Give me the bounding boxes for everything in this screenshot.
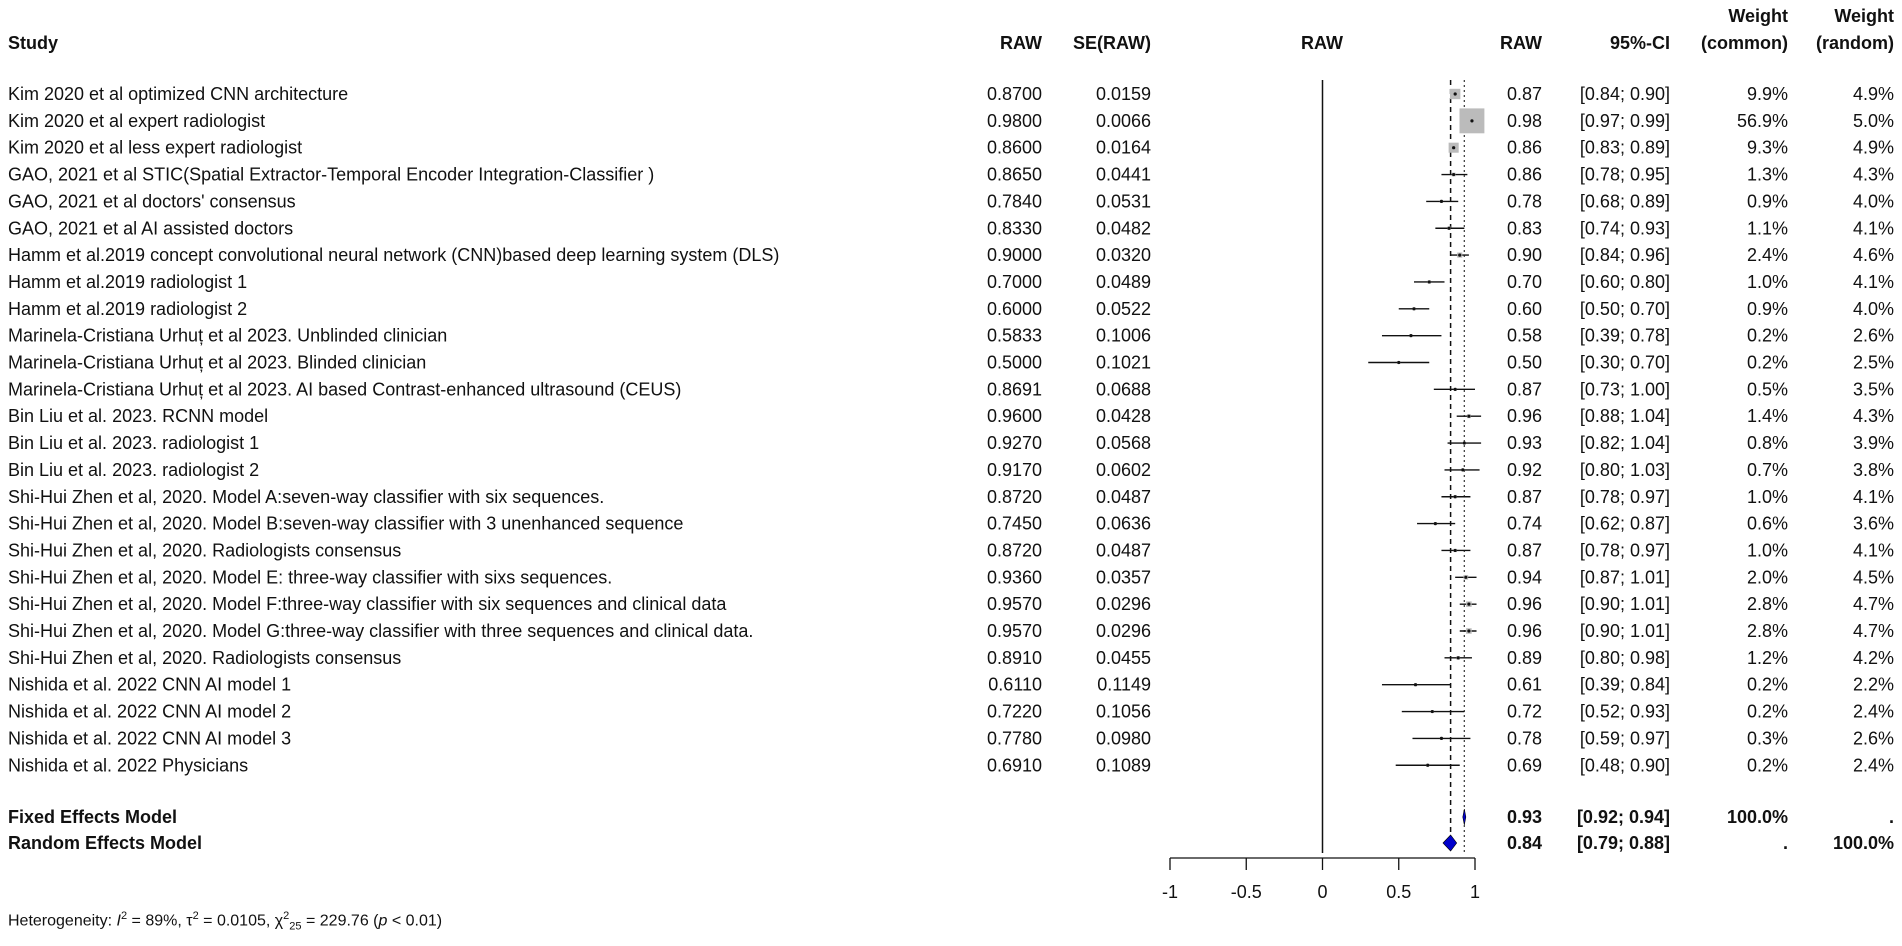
header-weight-common-2: (common) bbox=[1701, 33, 1788, 53]
study-weight-common: 1.2% bbox=[1746, 647, 1788, 668]
study-ci: [0.97; 0.99] bbox=[1579, 110, 1670, 131]
study-name: Marinela-Cristiana Urhuț et al 2023. Unblinded clinician bbox=[8, 325, 448, 346]
study-name: Bin Liu et al. 2023. radiologist 2 bbox=[8, 459, 260, 480]
study-estimate: 0.92 bbox=[1506, 459, 1542, 480]
header-study: Study bbox=[8, 33, 59, 53]
study-se: 0.0320 bbox=[1095, 245, 1151, 266]
study-weight-common: 1.0% bbox=[1746, 486, 1788, 507]
study-estimate: 0.89 bbox=[1506, 647, 1542, 668]
study-weight-random: 4.1% bbox=[1852, 540, 1894, 561]
study-raw: 0.8720 bbox=[986, 540, 1042, 561]
study-weight-common: 0.9% bbox=[1746, 298, 1788, 319]
study-ci: [0.74; 0.93] bbox=[1579, 218, 1670, 239]
study-name: Shi-Hui Zhen et al, 2020. Model E: three-way classifier with sixs sequences. bbox=[8, 567, 613, 588]
study-se: 0.0482 bbox=[1095, 218, 1151, 239]
study-raw: 0.6110 bbox=[988, 674, 1042, 695]
study-weight-common: 1.0% bbox=[1746, 540, 1788, 561]
study-point bbox=[1457, 656, 1460, 659]
study-se: 0.0455 bbox=[1095, 647, 1151, 668]
study-weight-random: 4.1% bbox=[1852, 271, 1894, 292]
study-raw: 0.9570 bbox=[986, 621, 1042, 641]
study-se: 0.1149 bbox=[1097, 674, 1151, 695]
study-weight-common: 0.7% bbox=[1746, 459, 1788, 480]
study-name: Nishida et al. 2022 CNN AI model 3 bbox=[8, 728, 292, 749]
study-weight-random: 4.7% bbox=[1852, 621, 1894, 641]
study-se: 0.0531 bbox=[1095, 191, 1151, 212]
study-estimate: 0.96 bbox=[1506, 594, 1542, 615]
study-weight-common: 0.8% bbox=[1746, 433, 1788, 454]
study-weight-common: 0.2% bbox=[1746, 352, 1788, 373]
summary-weight-random: . bbox=[1888, 807, 1894, 827]
tau-symbol: τ bbox=[186, 912, 193, 930]
study-ci: [0.90; 1.01] bbox=[1579, 594, 1670, 615]
study-weight-random: 4.0% bbox=[1852, 191, 1894, 212]
p-symbol: p bbox=[378, 912, 388, 930]
heterogeneity-prefix: Heterogeneity: bbox=[8, 912, 117, 930]
study-name: Nishida et al. 2022 CNN AI model 2 bbox=[8, 701, 292, 722]
study-point bbox=[1467, 603, 1470, 606]
study-weight-random: 4.3% bbox=[1852, 164, 1894, 185]
summary-diamond bbox=[1463, 809, 1466, 825]
study-se: 0.1021 bbox=[1095, 352, 1151, 373]
study-point bbox=[1414, 683, 1417, 686]
study-point bbox=[1452, 173, 1455, 176]
study-name: Bin Liu et al. 2023. RCNN model bbox=[8, 406, 269, 427]
study-ci: [0.39; 0.84] bbox=[1579, 674, 1670, 695]
study-name: GAO, 2021 et al AI assisted doctors bbox=[8, 218, 294, 239]
study-point bbox=[1426, 764, 1429, 767]
study-weight-common: 0.6% bbox=[1746, 513, 1788, 534]
header-weight-random-2: (random) bbox=[1816, 33, 1894, 53]
study-raw: 0.5833 bbox=[986, 325, 1042, 346]
heterogeneity-line: Heterogeneity: $I^2 = 89\%$, $\tau^2 = 0.0105$, $\chi^2_{25} = 229.76$ (p < 0.01) bbox=[8, 910, 443, 933]
study-estimate: 0.61 bbox=[1506, 674, 1542, 695]
study-weight-random: 4.1% bbox=[1852, 218, 1894, 239]
study-weight-random: 4.3% bbox=[1852, 406, 1894, 427]
study-point bbox=[1454, 495, 1457, 498]
study-ci: [0.83; 0.89] bbox=[1579, 137, 1670, 158]
study-name: Kim 2020 et al less expert radiologist bbox=[8, 137, 303, 158]
study-se: 0.0296 bbox=[1095, 594, 1151, 615]
study-raw: 0.9000 bbox=[986, 245, 1042, 266]
study-name: Kim 2020 et al expert radiologist bbox=[8, 110, 266, 131]
study-weight-common: 0.9% bbox=[1746, 191, 1788, 212]
study-name: Nishida et al. 2022 CNN AI model 1 bbox=[8, 674, 292, 695]
study-weight-random: 2.4% bbox=[1852, 701, 1894, 722]
p-value: < 0.01) bbox=[387, 912, 443, 930]
study-point bbox=[1452, 146, 1455, 149]
study-se: 0.1089 bbox=[1095, 755, 1151, 776]
study-name: Shi-Hui Zhen et al, 2020. Model G:three-way classifier with three sequences and clinical data. bbox=[8, 621, 754, 641]
summary-weight-common: 100.0% bbox=[1726, 807, 1788, 827]
study-weight-common: 2.4% bbox=[1746, 245, 1788, 266]
study-ci: [0.39; 0.78] bbox=[1579, 325, 1670, 346]
study-estimate: 0.86 bbox=[1506, 137, 1542, 158]
header-weight-random-1: Weight bbox=[1834, 6, 1894, 26]
study-se: 0.0636 bbox=[1095, 513, 1151, 534]
study-raw: 0.8650 bbox=[986, 164, 1042, 185]
study-ci: [0.78; 0.97] bbox=[1579, 540, 1670, 561]
study-ci: [0.68; 0.89] bbox=[1579, 191, 1670, 212]
study-weight-random: 4.1% bbox=[1852, 486, 1894, 507]
study-estimate: 0.87 bbox=[1506, 540, 1542, 561]
study-point bbox=[1428, 280, 1431, 283]
header-se: SE(RAW) bbox=[1073, 33, 1151, 53]
study-point bbox=[1431, 710, 1434, 713]
x-tick-label: 0.5 bbox=[1386, 882, 1412, 902]
study-weight-common: 9.3% bbox=[1746, 137, 1788, 158]
study-point bbox=[1412, 307, 1415, 310]
study-weight-random: 2.6% bbox=[1852, 728, 1894, 749]
study-raw: 0.8700 bbox=[986, 84, 1042, 104]
study-estimate: 0.90 bbox=[1506, 245, 1542, 266]
x-tick-label: -0.5 bbox=[1230, 882, 1262, 902]
study-ci: [0.50; 0.70] bbox=[1579, 298, 1670, 319]
study-weight-common: 1.1% bbox=[1746, 218, 1788, 239]
study-ci: [0.88; 1.04] bbox=[1579, 406, 1670, 427]
study-name: Marinela-Cristiana Urhuț et al 2023. Blinded clinician bbox=[8, 352, 427, 373]
study-estimate: 0.69 bbox=[1506, 755, 1542, 776]
study-name: GAO, 2021 et al doctors' consensus bbox=[8, 191, 296, 212]
study-se: 0.0164 bbox=[1095, 137, 1151, 158]
study-ci: [0.78; 0.95] bbox=[1579, 164, 1670, 185]
study-point bbox=[1467, 415, 1470, 418]
study-weight-random: 4.0% bbox=[1852, 298, 1894, 319]
study-name: Shi-Hui Zhen et al, 2020. Model B:seven-way classifier with 3 unenhanced sequence bbox=[8, 513, 684, 534]
study-se: 0.0296 bbox=[1095, 621, 1151, 641]
summary-name: Random Effects Model bbox=[8, 833, 203, 853]
study-raw: 0.9360 bbox=[986, 567, 1042, 588]
study-ci: [0.59; 0.97] bbox=[1579, 728, 1670, 749]
study-estimate: 0.50 bbox=[1506, 352, 1542, 373]
study-name: GAO, 2021 et al STIC(Spatial Extractor-Temporal Encoder Integration-Classifier ) bbox=[8, 164, 655, 185]
study-weight-common: 56.9% bbox=[1736, 110, 1788, 131]
study-point bbox=[1470, 119, 1473, 122]
study-name: Hamm et al.2019 radiologist 2 bbox=[8, 298, 248, 319]
study-weight-common: 1.0% bbox=[1746, 271, 1788, 292]
summary-estimate: 0.84 bbox=[1506, 833, 1542, 853]
study-raw: 0.8691 bbox=[986, 379, 1042, 400]
study-raw: 0.9170 bbox=[986, 459, 1042, 480]
study-estimate: 0.74 bbox=[1506, 513, 1542, 534]
study-weight-random: 2.4% bbox=[1852, 755, 1894, 776]
study-estimate: 0.87 bbox=[1506, 486, 1542, 507]
study-se: 0.0489 bbox=[1095, 271, 1151, 292]
study-point bbox=[1463, 441, 1466, 444]
study-weight-random: 5.0% bbox=[1852, 110, 1894, 131]
study-ci: [0.84; 0.90] bbox=[1579, 84, 1670, 104]
study-raw: 0.8330 bbox=[986, 218, 1042, 239]
study-name: Nishida et al. 2022 Physicians bbox=[8, 755, 249, 776]
study-estimate: 0.87 bbox=[1506, 379, 1542, 400]
study-estimate: 0.98 bbox=[1506, 110, 1542, 131]
study-se: 0.0066 bbox=[1095, 110, 1151, 131]
study-se: 0.0602 bbox=[1095, 459, 1151, 480]
study-weight-random: 4.2% bbox=[1852, 647, 1894, 668]
study-weight-random: 4.9% bbox=[1852, 137, 1894, 158]
study-weight-common: 1.3% bbox=[1746, 164, 1788, 185]
study-weight-common: 0.5% bbox=[1746, 379, 1788, 400]
study-se: 0.0522 bbox=[1095, 298, 1151, 319]
study-weight-common: 2.0% bbox=[1746, 567, 1788, 588]
study-estimate: 0.70 bbox=[1506, 271, 1542, 292]
study-raw: 0.6000 bbox=[986, 298, 1042, 319]
study-raw: 0.7220 bbox=[986, 701, 1042, 722]
study-ci: [0.87; 1.01] bbox=[1579, 567, 1670, 588]
study-point bbox=[1454, 388, 1457, 391]
study-name: Hamm et al.2019 radiologist 1 bbox=[8, 271, 248, 292]
study-se: 0.0487 bbox=[1095, 540, 1151, 561]
study-se: 0.0688 bbox=[1095, 379, 1151, 400]
study-name: Shi-Hui Zhen et al, 2020. Radiologists consensus bbox=[8, 540, 402, 561]
x-tick-label: -1 bbox=[1161, 882, 1179, 902]
study-estimate: 0.87 bbox=[1506, 84, 1542, 104]
study-se: 0.0487 bbox=[1095, 486, 1151, 507]
study-raw: 0.8720 bbox=[986, 486, 1042, 507]
summary-diamond bbox=[1443, 835, 1457, 851]
study-estimate: 0.86 bbox=[1506, 164, 1542, 185]
study-weight-random: 3.5% bbox=[1852, 379, 1894, 400]
study-point bbox=[1447, 227, 1450, 230]
summary-ci: [0.79; 0.88] bbox=[1576, 833, 1670, 853]
study-se: 0.0980 bbox=[1095, 728, 1151, 749]
study-point bbox=[1409, 334, 1412, 337]
study-ci: [0.82; 1.04] bbox=[1579, 433, 1670, 454]
study-point bbox=[1464, 576, 1467, 579]
study-name: Shi-Hui Zhen et al, 2020. Model A:seven-way classifier with six sequences. bbox=[8, 486, 605, 507]
i2-symbol: I bbox=[116, 912, 121, 930]
study-estimate: 0.96 bbox=[1506, 621, 1542, 641]
study-weight-random: 3.6% bbox=[1852, 513, 1894, 534]
chi-value: = 229.76 ( bbox=[301, 912, 379, 930]
study-estimate: 0.83 bbox=[1506, 218, 1542, 239]
header-plot: RAW bbox=[1301, 33, 1343, 53]
study-raw: 0.9600 bbox=[986, 406, 1042, 427]
tau-value: = 0.0105, bbox=[198, 912, 275, 930]
study-weight-random: 2.6% bbox=[1852, 325, 1894, 346]
header-raw-estimate: RAW bbox=[1500, 33, 1542, 53]
study-estimate: 0.93 bbox=[1506, 433, 1542, 454]
study-point bbox=[1467, 629, 1470, 632]
study-weight-common: 0.2% bbox=[1746, 674, 1788, 695]
study-ci: [0.73; 1.00] bbox=[1579, 379, 1670, 400]
study-estimate: 0.58 bbox=[1506, 325, 1542, 346]
study-estimate: 0.96 bbox=[1506, 406, 1542, 427]
study-point bbox=[1440, 200, 1443, 203]
study-ci: [0.80; 1.03] bbox=[1579, 459, 1670, 480]
study-weight-random: 4.7% bbox=[1852, 594, 1894, 615]
study-name: Kim 2020 et al optimized CNN architecture bbox=[8, 84, 349, 104]
summary-ci: [0.92; 0.94] bbox=[1576, 807, 1670, 827]
header-ci: 95%-CI bbox=[1609, 33, 1670, 53]
study-name: Shi-Hui Zhen et al, 2020. Model F:three-way classifier with six sequences and clinical data bbox=[8, 594, 727, 615]
summary-weight-common: . bbox=[1782, 833, 1788, 853]
study-raw: 0.9270 bbox=[986, 433, 1042, 454]
study-point bbox=[1454, 549, 1457, 552]
study-raw: 0.9800 bbox=[986, 110, 1042, 131]
study-raw: 0.7000 bbox=[986, 271, 1042, 292]
study-estimate: 0.60 bbox=[1506, 298, 1542, 319]
study-estimate: 0.78 bbox=[1506, 728, 1542, 749]
study-ci: [0.84; 0.96] bbox=[1579, 245, 1670, 266]
study-ci: [0.80; 0.98] bbox=[1579, 647, 1670, 668]
study-weight-random: 2.2% bbox=[1852, 674, 1894, 695]
study-weight-random: 3.8% bbox=[1852, 459, 1894, 480]
study-raw: 0.7780 bbox=[986, 728, 1042, 749]
study-raw: 0.5000 bbox=[986, 352, 1042, 373]
study-ci: [0.90; 1.01] bbox=[1579, 621, 1670, 641]
study-ci: [0.62; 0.87] bbox=[1579, 513, 1670, 534]
study-estimate: 0.72 bbox=[1506, 701, 1542, 722]
study-weight-common: 0.3% bbox=[1746, 728, 1788, 749]
study-point bbox=[1454, 92, 1457, 95]
chi-symbol: χ bbox=[274, 912, 284, 930]
study-ci: [0.30; 0.70] bbox=[1579, 352, 1670, 373]
study-raw: 0.8600 bbox=[986, 137, 1042, 158]
study-point bbox=[1440, 737, 1443, 740]
study-point bbox=[1461, 468, 1464, 471]
study-ci: [0.78; 0.97] bbox=[1579, 486, 1670, 507]
study-raw: 0.7840 bbox=[986, 191, 1042, 212]
study-weight-common: 0.2% bbox=[1746, 325, 1788, 346]
study-point bbox=[1458, 254, 1461, 257]
study-se: 0.1056 bbox=[1095, 701, 1151, 722]
study-weight-random: 3.9% bbox=[1852, 433, 1894, 454]
study-weight-random: 4.9% bbox=[1852, 84, 1894, 104]
study-se: 0.0357 bbox=[1095, 567, 1151, 588]
study-weight-common: 2.8% bbox=[1746, 594, 1788, 615]
study-weight-common: 2.8% bbox=[1746, 621, 1788, 641]
study-raw: 0.8910 bbox=[986, 647, 1042, 668]
study-name: Shi-Hui Zhen et al, 2020. Radiologists consensus bbox=[8, 647, 402, 668]
study-ci: [0.60; 0.80] bbox=[1579, 271, 1670, 292]
study-weight-random: 4.6% bbox=[1852, 245, 1894, 266]
x-tick-label: 1 bbox=[1469, 882, 1481, 902]
study-estimate: 0.78 bbox=[1506, 191, 1542, 212]
study-weight-common: 9.9% bbox=[1746, 84, 1788, 104]
study-weight-common: 0.2% bbox=[1746, 755, 1788, 776]
study-weight-common: 1.4% bbox=[1746, 406, 1788, 427]
study-se: 0.0568 bbox=[1095, 433, 1151, 454]
study-raw: 0.6910 bbox=[986, 755, 1042, 776]
study-se: 0.1006 bbox=[1095, 325, 1151, 346]
header-raw: RAW bbox=[1000, 33, 1042, 53]
study-ci: [0.48; 0.90] bbox=[1579, 755, 1670, 776]
study-raw: 0.9570 bbox=[986, 594, 1042, 615]
i2-value: = 89%, bbox=[127, 912, 187, 930]
study-point bbox=[1397, 361, 1400, 364]
header-weight-common-1: Weight bbox=[1728, 6, 1788, 26]
study-name: Hamm et al.2019 concept convolutional neural network (CNN)based deep learning system (DLS) bbox=[8, 245, 780, 266]
study-weight-random: 4.5% bbox=[1852, 567, 1894, 588]
study-name: Marinela-Cristiana Urhuț et al 2023. AI based Contrast-enhanced ultrasound (CEUS) bbox=[8, 379, 682, 400]
study-estimate: 0.94 bbox=[1506, 567, 1542, 588]
study-se: 0.0159 bbox=[1095, 84, 1151, 104]
study-se: 0.0428 bbox=[1095, 406, 1151, 427]
x-tick-label: 0 bbox=[1317, 882, 1328, 902]
study-weight-random: 2.5% bbox=[1852, 352, 1894, 373]
summary-name: Fixed Effects Model bbox=[8, 807, 178, 827]
study-weight-common: 0.2% bbox=[1746, 701, 1788, 722]
study-ci: [0.52; 0.93] bbox=[1579, 701, 1670, 722]
summary-estimate: 0.93 bbox=[1506, 807, 1542, 827]
study-raw: 0.7450 bbox=[986, 513, 1042, 534]
summary-weight-random: 100.0% bbox=[1832, 833, 1894, 853]
study-name: Bin Liu et al. 2023. radiologist 1 bbox=[8, 433, 260, 454]
study-se: 0.0441 bbox=[1095, 164, 1151, 185]
chi-df: 25 bbox=[289, 920, 302, 933]
study-point bbox=[1434, 522, 1437, 525]
